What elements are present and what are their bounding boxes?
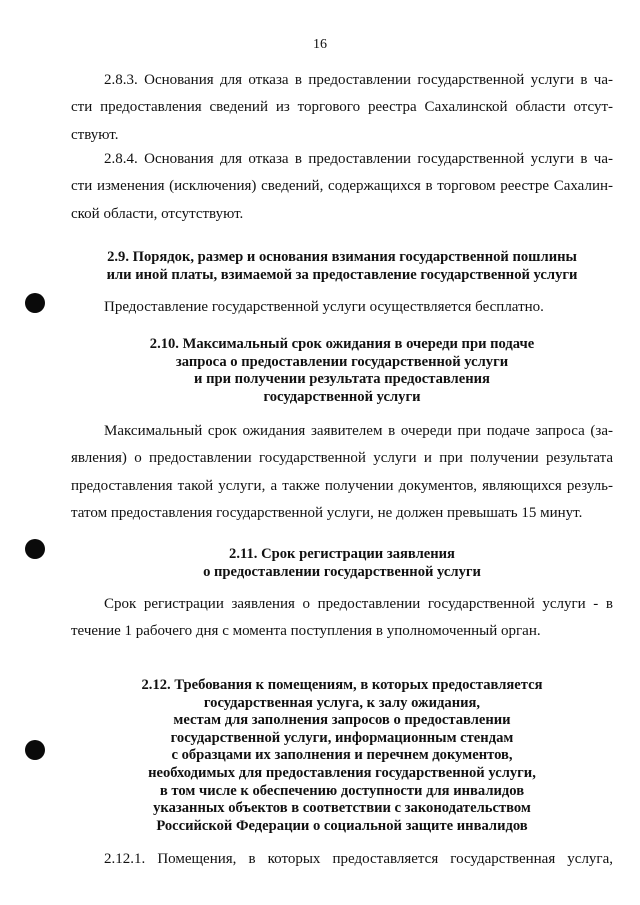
heading-line: местам для заполнения запросов о предоставлении (173, 712, 511, 729)
heading-2-9 (71, 249, 613, 284)
heading-2-12 (71, 677, 613, 835)
heading-line: государственной услуги (263, 388, 421, 405)
heading-line: в том числе к обеспечению доступности для инвалидов (159, 782, 525, 799)
paragraph-2-12-1 (71, 846, 613, 873)
punch-hole-mark (25, 539, 45, 559)
heading-line: Российской Федерации о социальной защите инвалидов (156, 817, 528, 834)
heading-2-11 (71, 546, 613, 581)
text-line: сти предоставления сведений из торгового реестра Сахалинской области отсут- (71, 99, 613, 116)
text-line: 2.12.1. Помещения, в которых предоставляется государственная услуга, (104, 851, 613, 867)
paragraph-2-8-3 (71, 67, 613, 149)
text-line: 2.8.3. Основания для отказа в предоставлении государственной услуги в ча- (104, 72, 613, 88)
heading-line: необходимых для предоставления государственной услуги, (148, 764, 536, 781)
text-line: Предоставление государственной услуги осуществляется бесплатно. (104, 299, 544, 315)
text-line: Срок регистрации заявления о предоставлении государственной услуги - в (104, 596, 613, 612)
heading-line: с образцами их заполнения и перечнем документов, (171, 747, 513, 764)
heading-line: 2.9. Порядок, размер и основания взимания государственной пошлины (107, 249, 577, 265)
heading-line: и при получении результата предоставления (194, 371, 490, 388)
heading-2-10 (71, 336, 613, 406)
paragraph-2-11 (71, 591, 613, 646)
text-line: 2.8.4. Основания для отказа в предоставлении государственной услуги в ча- (104, 151, 613, 167)
heading-line: запроса о предоставлении государственной услуги (175, 353, 509, 370)
punch-hole-mark (25, 740, 45, 760)
text-line: ской области, отсутствуют. (71, 205, 244, 222)
paragraph-2-8-4 (71, 146, 613, 228)
page-number: 16 (313, 37, 327, 52)
heading-line: 2.11. Срок регистрации заявления (229, 546, 455, 562)
text-line: татом предоставления государственной услуги, не должен превышать 15 минут. (71, 504, 583, 521)
paragraph-2-10 (71, 418, 613, 527)
text-line: явления) о предоставлении государственной услуги и при получении результата (71, 450, 613, 467)
heading-line: указанных объектов в соответствии с законодательством (153, 800, 531, 817)
text-line: Максимальный срок ожидания заявителем в очереди при подаче запроса (за- (104, 423, 613, 439)
heading-line: или иной платы, взимаемой за предоставление государственной услуги (106, 266, 578, 283)
heading-line: государственная услуга, к залу ожидания, (203, 694, 481, 711)
heading-line: государственной услуги, информационным стендам (170, 729, 514, 746)
heading-line: 2.10. Максимальный срок ожидания в очереди при подаче (149, 336, 535, 352)
heading-line: о предоставлении государственной услуги (203, 563, 481, 580)
paragraph-2-9 (71, 294, 613, 321)
text-line: предоставления такой услуги, а также получении документов, являющихся резуль- (71, 477, 613, 494)
text-line: течение 1 рабочего дня с момента поступления в уполномоченный орган. (71, 623, 541, 640)
heading-line: 2.12. Требования к помещениям, в которых предоставляется (141, 677, 543, 693)
punch-hole-mark (25, 293, 45, 313)
text-line: сти изменения (исключения) сведений, содержащихся в торговом реестре Сахалин- (71, 178, 613, 195)
text-line: ствуют. (71, 126, 119, 143)
